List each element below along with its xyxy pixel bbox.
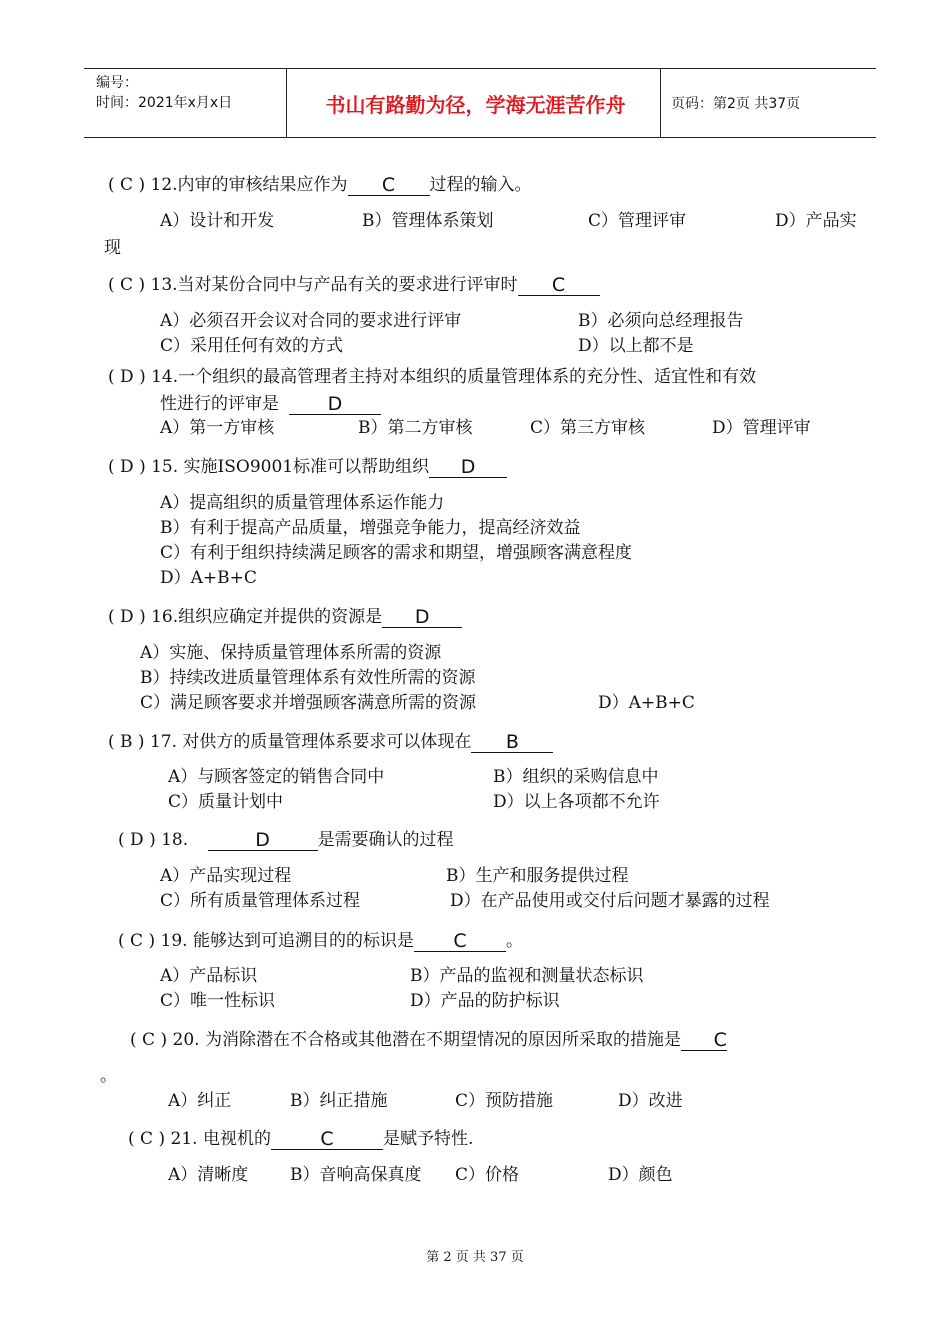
question-text: 实施ISO9001标准可以帮助组织 [178,457,430,477]
option: A）必须召开会议对合同的要求进行评审 [160,311,462,331]
question-number: 15. [151,457,179,477]
question-number: 19. [160,931,188,951]
question-text-continuation: 。 [100,1066,117,1086]
answer-mark: ( B ) [108,732,145,752]
option: B）生产和服务提供过程 [446,866,629,886]
question-number: 13. [150,275,178,295]
option: B）纠正措施 [290,1091,388,1111]
question-16 [108,606,462,628]
answer-blank: C [414,930,506,952]
option: D）管理评审 [712,418,811,438]
question-number: 18. [161,830,189,850]
question-text: 组织应确定并提供的资源是 [178,607,383,627]
answer-mark: ( C ) [130,1030,168,1050]
option: A）与顾客签定的销售合同中 [168,767,385,787]
question-number: 17. [149,732,178,752]
option: B）音响高保真度 [290,1165,422,1185]
option: D）改进 [618,1091,683,1111]
answer-mark: ( C ) [108,275,146,295]
option: B）产品的监视和测量状态标识 [410,966,644,986]
option-continuation: 现 [104,238,121,258]
question-17 [108,731,553,753]
option: D）产品实 [775,211,857,231]
answer-mark: ( D ) [108,457,146,477]
option: C）采用任何有效的方式 [160,336,344,356]
option: B）管理体系策划 [362,211,494,231]
document-header [84,68,876,138]
option: C）满足顾客要求并增强顾客满意所需的资源 [140,693,477,713]
answer-mark: ( D ) [108,367,146,387]
option: A）纠正 [168,1091,232,1111]
option: C）唯一性标识 [160,991,276,1011]
option: C）管理评审 [588,211,687,231]
question-text: 当对某份合同中与产品有关的要求进行评审时 [177,275,518,295]
answer-blank: D [382,606,462,628]
page-label: 页码：第2页 共37页 [671,96,801,112]
option: B）持续改进质量管理体系有效性所需的资源 [140,668,476,688]
question-number: 16. [151,607,179,627]
answer-blank: C [518,274,600,296]
page-footer: 第 2 页 共 37 页 [426,1250,524,1265]
question-20 [130,1029,727,1051]
option: A）产品实现过程 [160,866,292,886]
answer-blank: C [681,1029,727,1051]
header-divider [660,69,661,137]
option: C）预防措施 [455,1091,554,1111]
question-text: 性进行的评审是 [160,394,279,414]
option: D）以上各项都不允许 [493,792,660,812]
option: A）产品标识 [160,966,258,986]
question-21 [128,1128,473,1150]
option: C）有利于组织持续满足顾客的需求和期望，增强顾客满意程度 [160,543,633,563]
option: D）以上都不是 [578,336,694,356]
question-number: 21. [170,1129,198,1149]
answer-blank: D [429,456,507,478]
option: D）在产品使用或交付后问题才暴露的过程 [450,891,770,911]
question-15 [108,456,507,478]
option: D）颜色 [608,1165,673,1185]
option: A）实施、保持质量管理体系所需的资源 [140,643,442,663]
answer-mark: ( D ) [108,607,146,627]
option: A）设计和开发 [160,211,275,231]
question-text: 电视机的 [197,1129,271,1149]
question-number: 12. [150,175,178,195]
question-18 [118,829,454,851]
question-text: 能够达到可追溯目的的标识是 [187,931,414,951]
question-text-end: 。 [505,931,523,951]
question-text-end: 是赋予特性. [382,1129,474,1149]
question-text-end: 是需要确认的过程 [317,830,454,850]
header-motto: 书山有路勤为径，学海无涯苦作舟 [325,93,626,117]
question-number: 20. [172,1030,200,1050]
question-text: 对供方的质量管理体系要求可以体现在 [177,732,472,752]
question-text [188,830,193,850]
header-divider [286,69,287,137]
option: D）产品的防护标识 [410,991,560,1011]
option: C）质量计划中 [168,792,284,812]
number-label: 编号： [96,75,138,91]
question-text: 内审的审核结果应作为 [177,175,348,195]
question-number: 14. [151,367,179,387]
question-text: 为消除潜在不合格或其他潜在不期望情况的原因所采取的措施是 [199,1030,681,1050]
option: A）清晰度 [168,1165,249,1185]
option: C）第三方审核 [530,418,646,438]
question-14-line2 [160,393,381,415]
answer-mark: ( D ) [118,830,156,850]
question-12 [108,174,532,196]
option: B）有利于提高产品质量，增强竞争能力，提高经济效益 [160,518,581,538]
question-19 [118,930,523,952]
option: B）必须向总经理报告 [578,311,744,331]
option: A）第一方审核 [160,418,275,438]
answer-blank: D [289,393,381,415]
question-text: 一个组织的最高管理者主持对本组织的质量管理体系的充分性、适宜性和有效 [178,367,757,387]
option: C）价格 [455,1165,520,1185]
question-text-end: 过程的输入。 [429,175,532,195]
time-label: 时间：2021年x月x日 [96,95,233,111]
option: D）A+B+C [160,568,257,588]
answer-mark: ( C ) [108,175,146,195]
question-14 [108,366,756,388]
option: D）A+B+C [598,693,695,713]
answer-blank: D [208,829,318,851]
answer-mark: ( C ) [128,1129,166,1149]
answer-blank: C [271,1128,383,1150]
answer-blank: B [471,731,553,753]
header-meta [96,73,232,113]
option: B）第二方审核 [358,418,473,438]
option: B）组织的采购信息中 [493,767,659,787]
answer-mark: ( C ) [118,931,156,951]
option: A）提高组织的质量管理体系运作能力 [160,493,445,513]
question-13 [108,274,600,296]
answer-blank: C [348,174,430,196]
option: C）所有质量管理体系过程 [160,891,361,911]
